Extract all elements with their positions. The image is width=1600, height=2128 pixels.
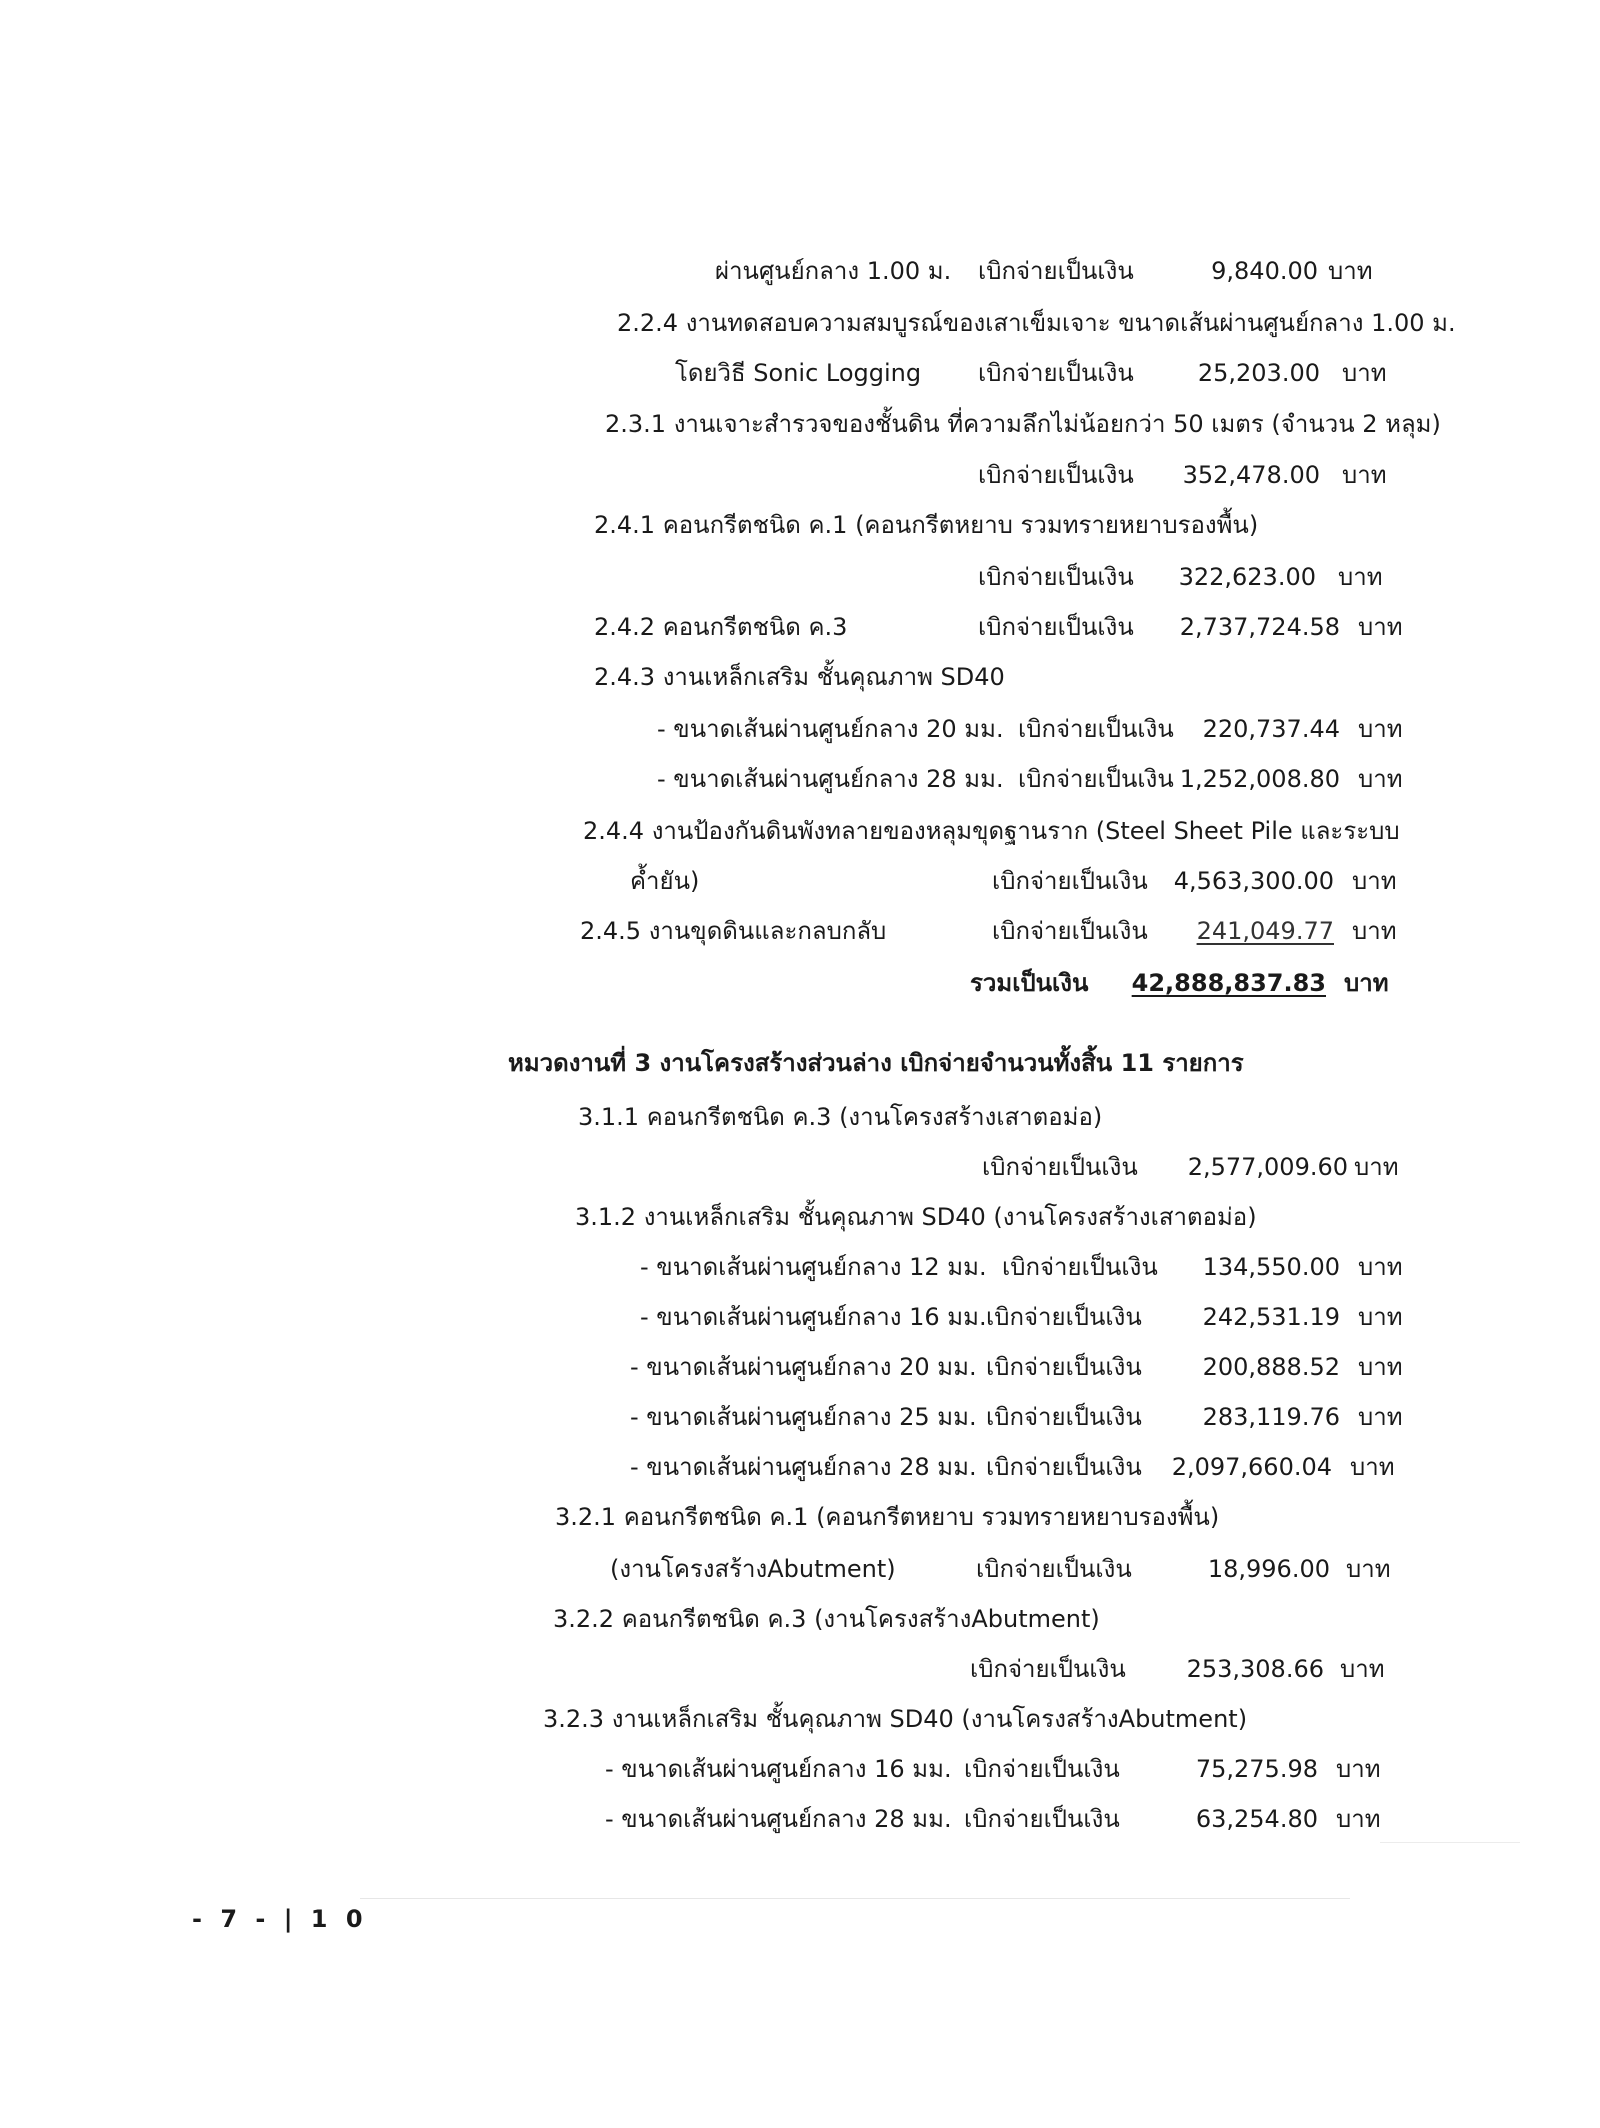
item-heading: 3.2.1 คอนกรีตชนิด ค.1 (คอนกรีตหยาบ รวมทรายหยาบรองพื้น) [555,1503,1220,1531]
item-heading: 3.1.1 คอนกรีตชนิด ค.3 (งานโครงสร้างเสาตอม่อ) [578,1103,1103,1131]
item-heading: 3.2.2 คอนกรีตชนิด ค.3 (งานโครงสร้างAbutment) [553,1605,1100,1633]
unit: บาท [1342,359,1387,387]
amount: 352,478.00 [1182,461,1320,489]
unit: บาท [1342,461,1387,489]
unit: บาท [1358,1253,1403,1281]
line-label: ค้ำยัน) [630,867,700,895]
total-unit: บาท [1344,969,1389,997]
line-label: - ขนาดเส้นผ่านศูนย์กลาง 25 มม. [630,1403,977,1431]
unit: บาท [1358,765,1403,793]
pay-label: เบิกจ่ายเป็นเงิน [970,1655,1126,1683]
line-label: โดยวิธี Sonic Logging [675,359,922,387]
amount: 283,119.76 [1202,1403,1340,1431]
unit: บาท [1358,1303,1403,1331]
unit: บาท [1346,1555,1391,1583]
line-label: ผ่านศูนย์กลาง 1.00 ม. [715,257,952,285]
pay-label: เบิกจ่ายเป็นเงิน [982,1153,1138,1181]
line-label: - ขนาดเส้นผ่านศูนย์กลาง 12 มม. [640,1253,987,1281]
amount: 253,308.66 [1186,1655,1324,1683]
line-label: - ขนาดเส้นผ่านศูนย์กลาง 28 มม. [605,1805,952,1833]
pay-label: เบิกจ่ายเป็นเงิน [986,1403,1142,1431]
pay-label: เบิกจ่ายเป็นเงิน [964,1755,1120,1783]
pay-label: เบิกจ่ายเป็นเงิน [992,917,1148,945]
item-heading: 3.2.3 งานเหล็กเสริม ชั้นคุณภาพ SD40 (งานโครงสร้างAbutment) [543,1705,1248,1733]
item-heading: 2.4.1 คอนกรีตชนิด ค.1 (คอนกรีตหยาบ รวมทรายหยาบรองพื้น) [594,511,1259,539]
item-heading: 2.3.1 งานเจาะสำรวจของชั้นดิน ที่ความลึกไม่น้อยกว่า 50 เมตร (จำนวน 2 หลุม) [605,410,1441,438]
unit: บาท [1328,257,1373,285]
pay-label: เบิกจ่ายเป็นเงิน [992,867,1148,895]
unit: บาท [1358,613,1403,641]
line-label: - ขนาดเส้นผ่านศูนย์กลาง 16 มม. [605,1755,952,1783]
amount: 134,550.00 [1202,1253,1340,1281]
pay-label: เบิกจ่ายเป็นเงิน [978,257,1134,285]
unit: บาท [1352,867,1397,895]
pay-label: เบิกจ่ายเป็นเงิน [978,461,1134,489]
amount: 200,888.52 [1202,1353,1340,1381]
amount: 2,737,724.58 [1179,613,1340,641]
unit: บาท [1336,1805,1381,1833]
amount: 2,097,660.04 [1171,1453,1332,1481]
pay-label: เบิกจ่ายเป็นเงิน [986,1353,1142,1381]
amount: 2,577,009.60 [1187,1153,1348,1181]
line-label: - ขนาดเส้นผ่านศูนย์กลาง 28 มม. [630,1453,977,1481]
amount: 9,840.00 [1211,257,1318,285]
unit: บาท [1336,1755,1381,1783]
item-heading: 3.1.2 งานเหล็กเสริม ชั้นคุณภาพ SD40 (งานโครงสร้างเสาตอม่อ) [575,1203,1257,1231]
section-heading: หมวดงานที่ 3 งานโครงสร้างส่วนล่าง เบิกจ่ายจำนวนทั้งสิ้น 11 รายการ [508,1049,1244,1077]
line-label: - ขนาดเส้นผ่านศูนย์กลาง 16 มม. [640,1303,987,1331]
pay-label: เบิกจ่ายเป็นเงิน [1018,765,1174,793]
item-heading: 2.4.4 งานป้องกันดินพังทลายของหลุมขุดฐานราก (Steel Sheet Pile และระบบ [583,817,1400,845]
page-number: - 7 - | 1 0 [192,1905,368,1933]
amount: 242,531.19 [1202,1303,1340,1331]
line-label: (งานโครงสร้างAbutment) [610,1555,896,1583]
amount: 1,252,008.80 [1179,765,1340,793]
unit: บาท [1352,917,1397,945]
amount: 63,254.80 [1195,1805,1318,1833]
unit: บาท [1350,1453,1395,1481]
line-label: - ขนาดเส้นผ่านศูนย์กลาง 28 มม. [657,765,1004,793]
line-label: 2.4.2 คอนกรีตชนิด ค.3 [594,613,848,641]
pay-label: เบิกจ่ายเป็นเงิน [986,1453,1142,1481]
item-heading: 2.4.3 งานเหล็กเสริม ชั้นคุณภาพ SD40 [594,663,1005,691]
unit: บาท [1358,1403,1403,1431]
line-label: - ขนาดเส้นผ่านศูนย์กลาง 20 มม. [630,1353,977,1381]
amount: 18,996.00 [1207,1555,1330,1583]
unit: บาท [1338,563,1383,591]
pay-label: เบิกจ่ายเป็นเงิน [978,613,1134,641]
line-label: - ขนาดเส้นผ่านศูนย์กลาง 20 มม. [657,715,1004,743]
total-amount: 42,888,837.83 [1131,969,1326,997]
pay-label: เบิกจ่ายเป็นเงิน [978,563,1134,591]
pay-label: เบิกจ่ายเป็นเงิน [1018,715,1174,743]
pay-label: เบิกจ่ายเป็นเงิน [1002,1253,1158,1281]
amount: 25,203.00 [1197,359,1320,387]
amount: 75,275.98 [1195,1755,1318,1783]
pay-label: เบิกจ่ายเป็นเงิน [978,359,1134,387]
pay-label: เบิกจ่ายเป็นเงิน [964,1805,1120,1833]
unit: บาท [1358,715,1403,743]
amount: 322,623.00 [1178,563,1316,591]
amount: 241,049.77 [1196,917,1334,945]
footer-divider [360,1898,1350,1899]
unit: บาท [1340,1655,1385,1683]
scan-artifact-rule [1380,1842,1520,1843]
line-label: 2.4.5 งานขุดดินและกลบกลับ [580,917,887,945]
pay-label: เบิกจ่ายเป็นเงิน [986,1303,1142,1331]
unit: บาท [1354,1153,1399,1181]
pay-label: เบิกจ่ายเป็นเงิน [976,1555,1132,1583]
total-label: รวมเป็นเงิน [970,969,1089,997]
amount: 4,563,300.00 [1173,867,1334,895]
unit: บาท [1358,1353,1403,1381]
amount: 220,737.44 [1202,715,1340,743]
item-heading: 2.2.4 งานทดสอบความสมบูรณ์ของเสาเข็มเจาะ ขนาดเส้นผ่านศูนย์กลาง 1.00 ม. [617,309,1456,337]
